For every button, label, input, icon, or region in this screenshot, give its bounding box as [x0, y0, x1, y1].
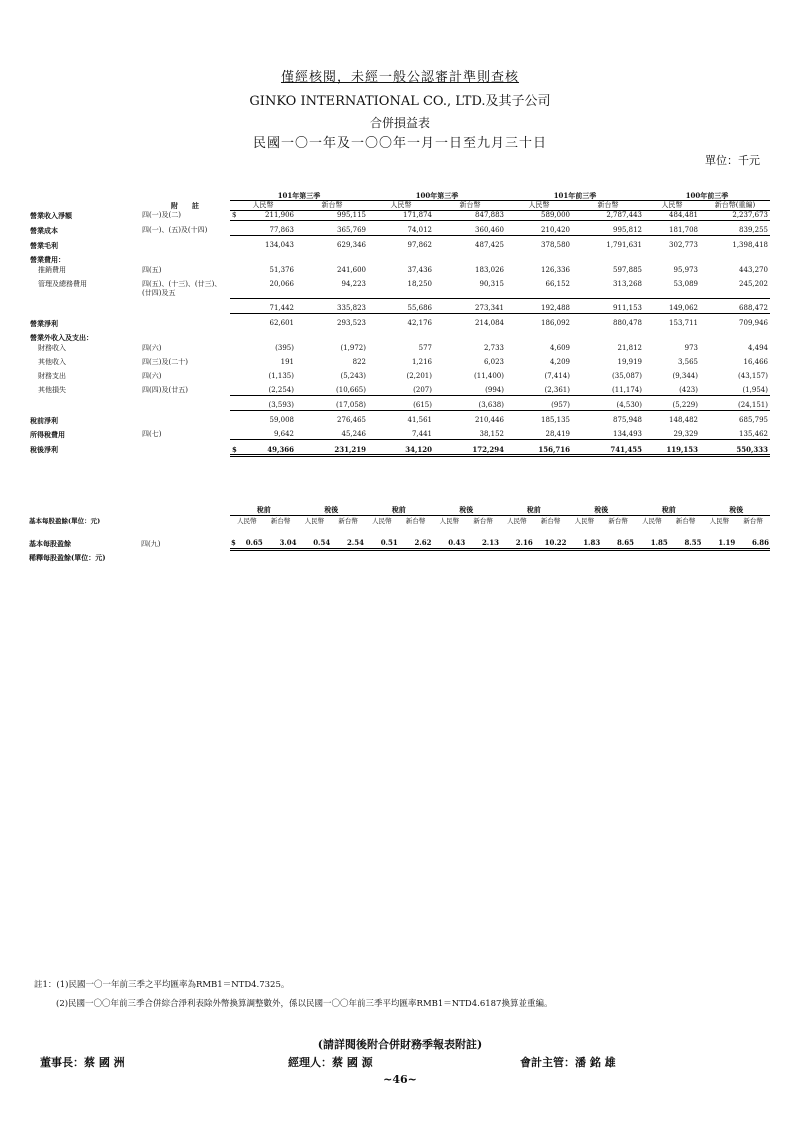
eps-currency-header: 人民幣	[574, 517, 595, 525]
row-value: 192,488	[506, 304, 572, 314]
row-value: (11,174)	[572, 386, 644, 396]
row-value: $ 211,906	[232, 211, 294, 219]
row-value: 629,346	[337, 241, 366, 249]
row-value	[700, 333, 770, 342]
row-value: 313,268	[572, 280, 644, 298]
row-value: 149,062	[644, 304, 700, 314]
row-value: 134,493	[572, 430, 644, 440]
row-value	[700, 255, 770, 264]
row-label: 稅前淨利	[30, 415, 58, 425]
row-value: 973	[684, 343, 698, 352]
row-value: (2,361)	[506, 386, 572, 396]
row-value: 995,812	[572, 226, 644, 236]
row-value: 2,237,673	[700, 211, 770, 221]
row-value: 21,812	[617, 343, 642, 352]
row-value: 875,948	[613, 415, 642, 424]
table-row	[28, 255, 770, 264]
row-value: 2,733	[483, 343, 504, 352]
row-value: 365,769	[296, 226, 368, 236]
row-value: (10,665)	[296, 386, 368, 396]
statement-period: 民國一〇一年及一〇〇年一月一日至九月三十日	[252, 136, 547, 151]
eps-table	[28, 505, 770, 562]
eps-currency-header: 新台幣	[540, 517, 561, 525]
row-label: 推銷費用	[38, 266, 66, 274]
eps-currency-header: 新台幣	[270, 517, 291, 525]
eps-value: 0.43	[433, 538, 467, 550]
eps-group-row	[28, 505, 770, 516]
row-value: 38,152	[434, 430, 506, 440]
row-note: 四(六)	[142, 371, 162, 380]
row-value: 53,089	[644, 280, 700, 298]
currency-header-row	[28, 201, 770, 211]
period-header: 100年第三季	[368, 191, 506, 201]
row-value: 210,420	[506, 226, 572, 236]
row-value: (1,135)	[268, 371, 294, 380]
row-value	[434, 255, 506, 264]
row-value: (207)	[368, 386, 434, 396]
row-value: (994)	[434, 386, 506, 396]
eps-group-header: 稅後	[568, 505, 636, 516]
row-value: 94,223	[296, 280, 368, 298]
row-value: (35,087)	[612, 371, 642, 380]
row-label: 營業費用：	[30, 255, 65, 264]
eps-value: 1.85	[635, 538, 669, 550]
row-value: 37,436	[407, 266, 432, 274]
row-value: (4,530)	[572, 401, 644, 411]
row-value: 443,270	[739, 266, 768, 274]
row-value: (3,593)	[230, 401, 296, 411]
statement-title: 合併損益表	[369, 116, 430, 130]
row-note: 四(一)及(二)	[142, 210, 181, 219]
row-value: 995,115	[296, 211, 368, 221]
row-value	[506, 333, 572, 342]
row-value: (1,972)	[340, 343, 366, 352]
row-value: 4,209	[549, 357, 570, 366]
row-value: 360,460	[434, 226, 506, 236]
table-row	[28, 241, 770, 250]
row-value: 90,315	[434, 280, 506, 298]
row-value: 241,600	[337, 266, 366, 274]
row-note	[140, 416, 230, 425]
eps-currency-header: 人民幣	[372, 517, 392, 525]
row-value: 6,023	[483, 357, 504, 366]
unit-label: 單位：千元	[705, 154, 760, 167]
row-label: 其他損失	[38, 385, 66, 394]
currency-header: 人民幣	[506, 201, 572, 211]
page-number: ~46~	[383, 1073, 417, 1086]
eps-currency-header: 人民幣	[237, 517, 257, 525]
row-value: 59,008	[269, 415, 294, 424]
currency-header: 新台幣	[572, 201, 644, 211]
row-value: 685,795	[739, 415, 768, 424]
eps-currency-header: 新台幣	[473, 517, 493, 525]
row-value: 18,250	[368, 280, 434, 298]
row-value: 28,419	[506, 430, 572, 440]
table-row	[28, 430, 770, 440]
row-note	[140, 445, 230, 456]
row-value: (24,151)	[700, 401, 770, 411]
eps-group-header: 稅前	[230, 505, 298, 516]
eps-value: 2.16	[500, 538, 534, 550]
row-value: (5,243)	[340, 371, 366, 380]
row-label: 管理及總務費用	[38, 280, 87, 288]
row-label: 所得稅費用	[30, 429, 65, 439]
manager-signature: 經理人：蔡 國 源	[288, 1056, 373, 1069]
row-note	[140, 241, 230, 250]
row-note: 四(六)	[142, 343, 162, 352]
row-value: (43,157)	[738, 371, 768, 380]
row-value: 34,120	[368, 445, 434, 456]
eps-value: 2.13	[466, 538, 500, 550]
currency-symbol: $	[231, 538, 236, 547]
row-value: 171,874	[368, 211, 434, 221]
row-note: 四(五)	[142, 266, 162, 274]
row-value: 183,026	[475, 266, 504, 274]
currency-header: 新台幣	[296, 201, 368, 211]
footnote-1: 註1：(1)民國一〇一年前三季之平均匯率為RMB1＝NTD4.7325。	[34, 980, 290, 990]
read-note: (請詳閱後附合併財務季報表附註)	[317, 1038, 483, 1051]
row-value: 97,862	[407, 241, 432, 249]
eps-value: 1.83	[568, 538, 602, 550]
row-value: (395)	[275, 343, 294, 352]
row-value: 741,455	[572, 445, 644, 456]
row-value: 597,885	[613, 266, 642, 274]
row-value: 62,601	[269, 318, 294, 327]
row-value: (423)	[644, 386, 700, 396]
row-value: 293,523	[337, 318, 366, 327]
row-label: 營業收入淨額	[30, 210, 72, 220]
row-value: 29,329	[644, 430, 700, 440]
eps-group-header: 稅前	[500, 505, 568, 516]
eps-currency-header: 新台幣	[675, 517, 696, 525]
note-column-header: 附 註	[171, 200, 199, 210]
eps-currency-header: 新台幣	[608, 517, 628, 525]
table-row	[28, 401, 770, 411]
row-note: 四(四)及(廿五)	[142, 385, 188, 394]
row-value: 135,462	[700, 430, 770, 440]
row-value: 4,494	[747, 343, 768, 352]
row-note	[140, 304, 230, 314]
eps-group-header: 稅前	[365, 505, 433, 516]
row-value: $ 49,366	[232, 444, 294, 454]
row-value: 911,153	[572, 304, 644, 314]
period-header-row	[28, 191, 770, 201]
row-label: 稅後淨利	[30, 444, 58, 454]
row-value: 214,084	[475, 318, 504, 327]
period-header: 101年前三季	[506, 191, 644, 201]
row-value: 302,773	[669, 241, 698, 249]
row-value: 51,376	[269, 266, 294, 274]
row-value: (5,229)	[644, 401, 700, 411]
eps-currency-header: 新台幣	[743, 517, 763, 525]
row-label	[28, 401, 140, 411]
table-row	[28, 304, 770, 314]
eps-currency-header: 人民幣	[642, 517, 662, 525]
table-row	[28, 358, 770, 367]
row-value: 245,202	[700, 280, 770, 298]
eps-value: 10.22	[534, 538, 568, 550]
row-label: 營業外收入及支出：	[30, 332, 93, 342]
currency-header: 人民幣	[368, 201, 434, 211]
table-row	[28, 280, 770, 298]
row-value: 20,066	[230, 280, 296, 298]
row-value: (3,638)	[434, 401, 506, 411]
row-value: 822	[352, 357, 366, 366]
eps-group-header: 稅後	[433, 505, 501, 516]
row-value: 589,000	[506, 211, 572, 221]
chairman-signature: 董事長：蔡 國 洲	[40, 1056, 125, 1069]
row-value: 45,246	[296, 430, 368, 440]
row-note	[140, 319, 230, 328]
eps-value: 2.54	[331, 538, 365, 550]
eps-value: 6.86	[736, 538, 770, 550]
row-value: 273,341	[434, 304, 506, 314]
row-value: 19,919	[617, 357, 642, 366]
row-value	[368, 333, 434, 342]
eps-group-header: 稅後	[298, 505, 366, 516]
eps-row	[28, 538, 770, 550]
row-value	[230, 255, 296, 264]
eps-row-label: 基本每股盈餘	[29, 538, 71, 548]
company-name: GINKO INTERNATIONAL CO., LTD.及其子公司	[249, 94, 551, 109]
row-value: 185,135	[541, 415, 570, 424]
eps-value: 2.62	[399, 538, 433, 550]
row-value: 156,716	[506, 445, 572, 456]
row-value: 378,580	[541, 241, 570, 249]
row-value: 41,561	[407, 415, 432, 424]
row-value: 1,791,631	[606, 241, 642, 249]
currency-header: 人民幣	[230, 201, 296, 211]
currency-symbol: $	[232, 211, 237, 219]
row-value: 95,973	[673, 266, 698, 274]
row-value: 688,472	[700, 304, 770, 314]
row-note: 四(三)及(二十)	[142, 357, 188, 366]
row-value: 577	[418, 343, 432, 352]
row-value: (17,058)	[296, 401, 368, 411]
row-value	[368, 255, 434, 264]
row-value: 55,686	[368, 304, 434, 314]
eps-value: $ 0.65	[230, 538, 264, 550]
row-value: (2,254)	[230, 386, 296, 396]
eps-diluted-label: 稀釋每股盈餘(單位：元)	[29, 553, 106, 562]
review-stamp: 僅經核閱，未經一般公認審計準則查核	[280, 70, 519, 85]
row-note: 四(一)、(五)及(十四)	[142, 226, 208, 234]
row-value: 7,441	[368, 430, 434, 440]
eps-value: 3.04	[264, 538, 298, 550]
row-value: 16,466	[743, 357, 768, 366]
eps-currency-header: 人民幣	[507, 517, 527, 525]
table-row	[28, 445, 770, 456]
eps-value: 0.54	[298, 538, 332, 550]
row-label: 營業成本	[30, 226, 58, 235]
row-value: 2,787,443	[572, 211, 644, 221]
row-value: 186,092	[541, 318, 570, 327]
row-value: 550,333	[700, 445, 770, 456]
row-note	[140, 333, 230, 342]
row-value	[230, 333, 296, 342]
row-value: 4,609	[549, 343, 570, 352]
table-row	[28, 226, 770, 236]
period-header: 101年第三季	[230, 191, 368, 201]
row-value: (9,344)	[672, 371, 698, 380]
row-value: 880,478	[613, 318, 642, 327]
table-row	[28, 344, 770, 353]
row-value: (7,414)	[544, 371, 570, 380]
eps-currency-header: 新台幣	[405, 517, 426, 525]
row-value: 9,642	[230, 430, 296, 440]
eps-currency-header: 人民幣	[709, 517, 730, 525]
row-value: 148,482	[669, 415, 698, 424]
row-value: 71,442	[230, 304, 296, 314]
row-value	[434, 333, 506, 342]
row-value	[296, 333, 368, 342]
row-value: 210,446	[475, 415, 504, 424]
row-note: 四(五)、(十三)、(廿三)、(廿四)及五	[142, 280, 222, 297]
eps-value: 1.19	[703, 538, 737, 550]
row-label: 營業毛利	[30, 241, 58, 250]
row-value: 847,883	[434, 211, 506, 221]
eps-currency-header: 人民幣	[439, 517, 460, 525]
row-value	[572, 255, 644, 264]
eps-heading: 基本每股盈餘(單位：元)	[29, 517, 101, 525]
row-value: 77,863	[230, 226, 296, 236]
row-value: 709,946	[739, 318, 768, 327]
period-header: 100年前三季	[644, 191, 770, 201]
row-value	[572, 333, 644, 342]
row-value: 487,425	[475, 241, 504, 249]
row-value	[506, 255, 572, 264]
row-value: 181,708	[644, 226, 700, 236]
row-value: (957)	[506, 401, 572, 411]
row-value: 42,176	[407, 318, 432, 327]
eps-currency-header: 人民幣	[304, 517, 325, 525]
row-value: 172,294	[434, 445, 506, 456]
eps-row-note: 四(九)	[141, 539, 161, 548]
currency-header: 新台幣	[434, 201, 506, 211]
row-value: 126,336	[541, 266, 570, 274]
row-value: 66,152	[506, 280, 572, 298]
row-label: 營業淨利	[30, 318, 58, 328]
row-note: 四(七)	[142, 429, 162, 438]
currency-header: 新台幣(重編)	[700, 201, 770, 211]
table-row	[28, 333, 770, 342]
row-value: 276,465	[337, 415, 366, 424]
row-value: 119,153	[644, 445, 700, 456]
row-value: 1,216	[411, 357, 432, 366]
row-label: 其他收入	[38, 357, 66, 366]
row-value: (2,201)	[406, 371, 432, 380]
row-value	[644, 333, 700, 342]
row-value: 134,043	[265, 241, 294, 249]
row-value: 74,012	[368, 226, 434, 236]
row-value: 231,219	[296, 445, 368, 456]
table-row	[28, 266, 770, 275]
row-value	[644, 255, 700, 264]
income-statement-table	[28, 191, 770, 462]
currency-header: 人民幣	[644, 201, 700, 211]
row-value: 839,255	[700, 226, 770, 236]
accountant-signature: 會計主管：潘 銘 雄	[520, 1056, 616, 1069]
row-value	[296, 255, 368, 264]
eps-value: 8.65	[601, 538, 635, 550]
row-value: (1,954)	[700, 386, 770, 396]
row-value: (11,400)	[474, 371, 504, 380]
row-label	[28, 304, 140, 314]
table-row	[28, 319, 770, 328]
row-value: 1,398,418	[732, 241, 768, 249]
footnote-2: (2)民國一〇〇年前三季合併綜合淨利表除外幣換算調整數外，係以民國一〇〇年前三季平均匯率RMB1＝NTD4.6187換算並重編。	[56, 999, 553, 1009]
row-note	[140, 255, 230, 264]
row-value: 335,823	[296, 304, 368, 314]
table-row	[28, 211, 770, 221]
eps-group-header: 稅後	[703, 505, 771, 516]
eps-currency-header: 新台幣	[338, 517, 358, 525]
row-note	[140, 401, 230, 411]
currency-symbol: $	[232, 444, 237, 454]
table-row	[28, 416, 770, 425]
row-value: 484,481	[644, 211, 700, 221]
table-row	[28, 386, 770, 396]
eps-group-header: 稅前	[635, 505, 703, 516]
eps-currency-row	[28, 516, 770, 527]
eps-value: 8.55	[669, 538, 703, 550]
row-value: 3,565	[677, 357, 698, 366]
row-label: 財務支出	[38, 371, 66, 380]
table-row	[28, 372, 770, 381]
eps-value: 0.51	[365, 538, 399, 550]
row-value: 191	[280, 357, 294, 366]
row-value: 153,711	[669, 318, 698, 327]
row-value: (615)	[368, 401, 434, 411]
row-label: 財務收入	[38, 343, 66, 352]
